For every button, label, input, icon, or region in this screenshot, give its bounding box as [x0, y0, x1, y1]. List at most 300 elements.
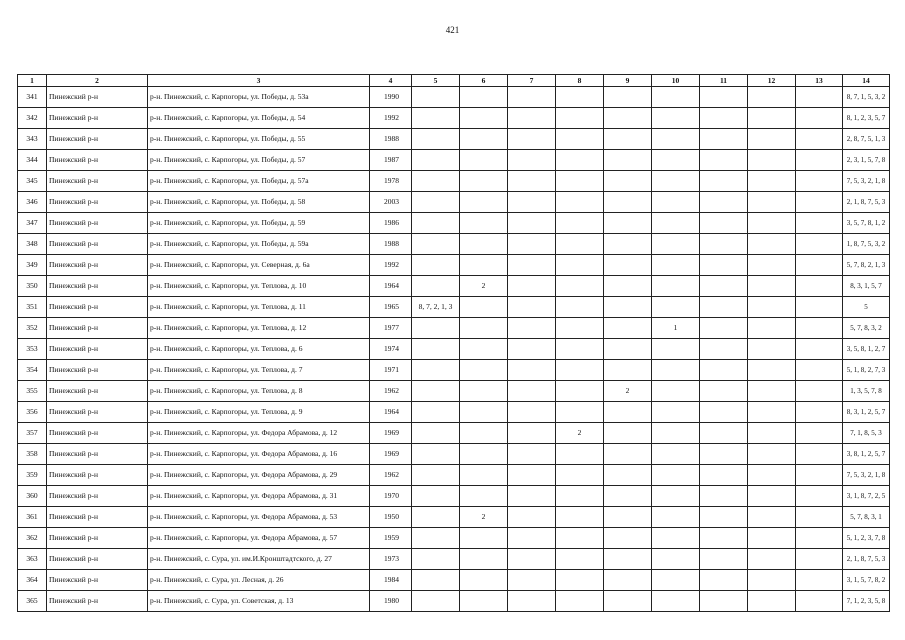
year-cell: 1959 — [370, 528, 412, 549]
col14-cell: 1, 3, 5, 7, 8 — [843, 381, 890, 402]
buildings-table — [17, 74, 890, 612]
col7-cell — [508, 465, 556, 486]
col12-cell — [748, 549, 796, 570]
col14-cell: 2, 1, 8, 7, 5, 3 — [843, 549, 890, 570]
table-row — [18, 423, 890, 444]
col13-cell — [796, 507, 843, 528]
table-row — [18, 255, 890, 276]
col8-cell — [556, 444, 604, 465]
col10-cell — [652, 465, 700, 486]
col12-cell — [748, 234, 796, 255]
col12-cell — [748, 570, 796, 591]
col5-cell — [412, 192, 460, 213]
district-cell: Пинежский р-н — [47, 276, 148, 297]
address-cell: р-н. Пинежский, с. Карпогоры, ул. Теплова, д. 6 — [148, 339, 370, 360]
col5-cell — [412, 591, 460, 612]
col13-cell — [796, 528, 843, 549]
col14-cell: 1, 8, 7, 5, 3, 2 — [843, 234, 890, 255]
col14-cell: 2, 1, 8, 7, 5, 3 — [843, 192, 890, 213]
col9-cell — [604, 465, 652, 486]
col8-cell — [556, 570, 604, 591]
address-cell: р-н. Пинежский, с. Карпогоры, ул. Федора Абрамова, д. 12 — [148, 423, 370, 444]
col11-cell — [700, 192, 748, 213]
col10-cell: 1 — [652, 318, 700, 339]
address-cell: р-н. Пинежский, с. Карпогоры, ул. Теплова, д. 10 — [148, 276, 370, 297]
col7-cell — [508, 108, 556, 129]
col10-cell — [652, 192, 700, 213]
year-cell: 1987 — [370, 150, 412, 171]
col8-cell — [556, 486, 604, 507]
row-number: 357 — [18, 423, 47, 444]
col5-cell — [412, 129, 460, 150]
address-cell: р-н. Пинежский, с. Карпогоры, ул. Федора Абрамова, д. 16 — [148, 444, 370, 465]
col10-cell — [652, 549, 700, 570]
col6-cell — [460, 297, 508, 318]
col9-cell — [604, 192, 652, 213]
col6-cell — [460, 192, 508, 213]
col12-cell — [748, 297, 796, 318]
col14-cell: 5, 7, 8, 2, 1, 3 — [843, 255, 890, 276]
col12-cell — [748, 255, 796, 276]
col6-cell — [460, 360, 508, 381]
district-cell: Пинежский р-н — [47, 234, 148, 255]
table-row — [18, 213, 890, 234]
col8-cell — [556, 318, 604, 339]
col13-cell — [796, 486, 843, 507]
row-number: 360 — [18, 486, 47, 507]
column-header-7: 7 — [508, 75, 556, 87]
col13-cell — [796, 213, 843, 234]
col12-cell — [748, 528, 796, 549]
table-row — [18, 318, 890, 339]
col5-cell — [412, 87, 460, 108]
address-cell: р-н. Пинежский, с. Карпогоры, ул. Северная, д. 6а — [148, 255, 370, 276]
col8-cell — [556, 150, 604, 171]
col10-cell — [652, 339, 700, 360]
year-cell: 2003 — [370, 192, 412, 213]
col13-cell — [796, 150, 843, 171]
col14-cell: 5, 1, 8, 2, 7, 3 — [843, 360, 890, 381]
address-cell: р-н. Пинежский, с. Карпогоры, ул. Федора Абрамова, д. 53 — [148, 507, 370, 528]
table-row — [18, 234, 890, 255]
table-row — [18, 171, 890, 192]
col13-cell — [796, 591, 843, 612]
col8-cell — [556, 87, 604, 108]
col8-cell — [556, 381, 604, 402]
col5-cell — [412, 486, 460, 507]
col8-cell — [556, 549, 604, 570]
district-cell: Пинежский р-н — [47, 507, 148, 528]
col13-cell — [796, 444, 843, 465]
col14-cell: 3, 1, 5, 7, 8, 2 — [843, 570, 890, 591]
col8-cell — [556, 171, 604, 192]
column-header-3: 3 — [148, 75, 370, 87]
col7-cell — [508, 423, 556, 444]
district-cell: Пинежский р-н — [47, 255, 148, 276]
col14-cell: 3, 5, 8, 1, 2, 7 — [843, 339, 890, 360]
col5-cell: 8, 7, 2, 1, 3 — [412, 297, 460, 318]
table-row — [18, 528, 890, 549]
row-number: 353 — [18, 339, 47, 360]
col13-cell — [796, 171, 843, 192]
col10-cell — [652, 129, 700, 150]
column-header-11: 11 — [700, 75, 748, 87]
col8-cell — [556, 339, 604, 360]
row-number: 361 — [18, 507, 47, 528]
year-cell: 1978 — [370, 171, 412, 192]
col9-cell — [604, 591, 652, 612]
district-cell: Пинежский р-н — [47, 465, 148, 486]
col9-cell — [604, 360, 652, 381]
col13-cell — [796, 549, 843, 570]
table-row — [18, 87, 890, 108]
col10-cell — [652, 486, 700, 507]
district-cell: Пинежский р-н — [47, 213, 148, 234]
col11-cell — [700, 339, 748, 360]
col10-cell — [652, 360, 700, 381]
col7-cell — [508, 402, 556, 423]
row-number: 352 — [18, 318, 47, 339]
district-cell: Пинежский р-н — [47, 297, 148, 318]
col9-cell — [604, 339, 652, 360]
col6-cell: 2 — [460, 507, 508, 528]
col7-cell — [508, 591, 556, 612]
col5-cell — [412, 318, 460, 339]
col14-cell: 8, 7, 1, 5, 3, 2 — [843, 87, 890, 108]
table-row — [18, 486, 890, 507]
col5-cell — [412, 465, 460, 486]
year-cell: 1969 — [370, 444, 412, 465]
col6-cell — [460, 318, 508, 339]
col10-cell — [652, 528, 700, 549]
col10-cell — [652, 297, 700, 318]
col14-cell: 8, 1, 2, 3, 5, 7 — [843, 108, 890, 129]
col14-cell: 7, 5, 3, 2, 1, 8 — [843, 465, 890, 486]
col11-cell — [700, 381, 748, 402]
row-number: 358 — [18, 444, 47, 465]
col5-cell — [412, 507, 460, 528]
col7-cell — [508, 234, 556, 255]
col10-cell — [652, 591, 700, 612]
col7-cell — [508, 87, 556, 108]
col8-cell — [556, 129, 604, 150]
district-cell: Пинежский р-н — [47, 360, 148, 381]
col9-cell — [604, 108, 652, 129]
col6-cell — [460, 108, 508, 129]
col9-cell — [604, 486, 652, 507]
col9-cell — [604, 297, 652, 318]
col11-cell — [700, 108, 748, 129]
col12-cell — [748, 276, 796, 297]
col7-cell — [508, 549, 556, 570]
row-number: 350 — [18, 276, 47, 297]
address-cell: р-н. Пинежский, с. Карпогоры, ул. Победы, д. 59 — [148, 213, 370, 234]
col7-cell — [508, 444, 556, 465]
col7-cell — [508, 129, 556, 150]
col12-cell — [748, 150, 796, 171]
col6-cell — [460, 339, 508, 360]
district-cell: Пинежский р-н — [47, 591, 148, 612]
col7-cell — [508, 381, 556, 402]
row-number: 356 — [18, 402, 47, 423]
col6-cell — [460, 171, 508, 192]
col11-cell — [700, 318, 748, 339]
table-row — [18, 297, 890, 318]
col13-cell — [796, 87, 843, 108]
col14-cell: 8, 3, 1, 5, 7 — [843, 276, 890, 297]
col5-cell — [412, 423, 460, 444]
col11-cell — [700, 150, 748, 171]
address-cell: р-н. Пинежский, с. Карпогоры, ул. Федора Абрамова, д. 57 — [148, 528, 370, 549]
col13-cell — [796, 570, 843, 591]
col6-cell — [460, 402, 508, 423]
table-row — [18, 549, 890, 570]
col12-cell — [748, 360, 796, 381]
year-cell: 1964 — [370, 276, 412, 297]
col8-cell — [556, 402, 604, 423]
col14-cell: 3, 8, 1, 2, 5, 7 — [843, 444, 890, 465]
col6-cell: 2 — [460, 276, 508, 297]
district-cell: Пинежский р-н — [47, 549, 148, 570]
address-cell: р-н. Пинежский, с. Карпогоры, ул. Федора Абрамова, д. 29 — [148, 465, 370, 486]
col11-cell — [700, 213, 748, 234]
address-cell: р-н. Пинежский, с. Карпогоры, ул. Теплова, д. 11 — [148, 297, 370, 318]
district-cell: Пинежский р-н — [47, 318, 148, 339]
address-cell: р-н. Пинежский, с. Карпогоры, ул. Победы, д. 57 — [148, 150, 370, 171]
col7-cell — [508, 255, 556, 276]
table-row — [18, 570, 890, 591]
col11-cell — [700, 465, 748, 486]
table-row — [18, 360, 890, 381]
col5-cell — [412, 570, 460, 591]
col9-cell — [604, 444, 652, 465]
col14-cell: 5, 7, 8, 3, 2 — [843, 318, 890, 339]
column-header-4: 4 — [370, 75, 412, 87]
row-number: 355 — [18, 381, 47, 402]
col9-cell — [604, 423, 652, 444]
col11-cell — [700, 444, 748, 465]
page-number: 421 — [445, 25, 460, 35]
col9-cell — [604, 129, 652, 150]
col12-cell — [748, 108, 796, 129]
col10-cell — [652, 234, 700, 255]
col13-cell — [796, 402, 843, 423]
year-cell: 1980 — [370, 591, 412, 612]
col11-cell — [700, 129, 748, 150]
col7-cell — [508, 360, 556, 381]
col9-cell — [604, 528, 652, 549]
row-number: 363 — [18, 549, 47, 570]
district-cell: Пинежский р-н — [47, 129, 148, 150]
district-cell: Пинежский р-н — [47, 150, 148, 171]
year-cell: 1977 — [370, 318, 412, 339]
col7-cell — [508, 570, 556, 591]
table-row — [18, 276, 890, 297]
col7-cell — [508, 297, 556, 318]
col13-cell — [796, 276, 843, 297]
row-number: 364 — [18, 570, 47, 591]
col6-cell — [460, 87, 508, 108]
row-number: 346 — [18, 192, 47, 213]
col13-cell — [796, 318, 843, 339]
year-cell: 1962 — [370, 465, 412, 486]
col8-cell — [556, 297, 604, 318]
table-row — [18, 108, 890, 129]
col14-cell: 5 — [843, 297, 890, 318]
col7-cell — [508, 213, 556, 234]
column-header-14: 14 — [843, 75, 890, 87]
col5-cell — [412, 255, 460, 276]
address-cell: р-н. Пинежский, с. Карпогоры, ул. Победы, д. 55 — [148, 129, 370, 150]
col9-cell — [604, 507, 652, 528]
table-row — [18, 192, 890, 213]
col13-cell — [796, 255, 843, 276]
row-number: 343 — [18, 129, 47, 150]
col14-cell: 2, 8, 7, 5, 1, 3 — [843, 129, 890, 150]
col12-cell — [748, 171, 796, 192]
col5-cell — [412, 528, 460, 549]
col10-cell — [652, 276, 700, 297]
col5-cell — [412, 213, 460, 234]
address-cell: р-н. Пинежский, с. Карпогоры, ул. Федора Абрамова, д. 31 — [148, 486, 370, 507]
table-row — [18, 507, 890, 528]
col11-cell — [700, 528, 748, 549]
column-header-8: 8 — [556, 75, 604, 87]
col12-cell — [748, 444, 796, 465]
year-cell: 1971 — [370, 360, 412, 381]
col12-cell — [748, 465, 796, 486]
col13-cell — [796, 129, 843, 150]
col6-cell — [460, 486, 508, 507]
col9-cell: 2 — [604, 381, 652, 402]
district-cell: Пинежский р-н — [47, 87, 148, 108]
col5-cell — [412, 360, 460, 381]
year-cell: 1974 — [370, 339, 412, 360]
col11-cell — [700, 591, 748, 612]
column-header-1: 1 — [18, 75, 47, 87]
district-cell: Пинежский р-н — [47, 570, 148, 591]
col12-cell — [748, 381, 796, 402]
col11-cell — [700, 171, 748, 192]
col14-cell: 7, 1, 8, 5, 3 — [843, 423, 890, 444]
col6-cell — [460, 444, 508, 465]
col6-cell — [460, 255, 508, 276]
col13-cell — [796, 108, 843, 129]
col6-cell — [460, 549, 508, 570]
col10-cell — [652, 108, 700, 129]
row-number: 359 — [18, 465, 47, 486]
col14-cell: 7, 5, 3, 2, 1, 8 — [843, 171, 890, 192]
col8-cell: 2 — [556, 423, 604, 444]
district-cell: Пинежский р-н — [47, 486, 148, 507]
row-number: 351 — [18, 297, 47, 318]
col5-cell — [412, 402, 460, 423]
col11-cell — [700, 297, 748, 318]
col11-cell — [700, 360, 748, 381]
col12-cell — [748, 87, 796, 108]
col11-cell — [700, 423, 748, 444]
col10-cell — [652, 87, 700, 108]
row-number: 348 — [18, 234, 47, 255]
col5-cell — [412, 444, 460, 465]
col7-cell — [508, 192, 556, 213]
col8-cell — [556, 192, 604, 213]
col13-cell — [796, 297, 843, 318]
col13-cell — [796, 381, 843, 402]
col11-cell — [700, 570, 748, 591]
col8-cell — [556, 528, 604, 549]
col5-cell — [412, 276, 460, 297]
col5-cell — [412, 234, 460, 255]
table-row — [18, 465, 890, 486]
year-cell: 1962 — [370, 381, 412, 402]
col8-cell — [556, 276, 604, 297]
col6-cell — [460, 465, 508, 486]
table-row — [18, 129, 890, 150]
row-number: 344 — [18, 150, 47, 171]
col10-cell — [652, 402, 700, 423]
col7-cell — [508, 150, 556, 171]
col12-cell — [748, 192, 796, 213]
district-cell: Пинежский р-н — [47, 381, 148, 402]
year-cell: 1973 — [370, 549, 412, 570]
col10-cell — [652, 381, 700, 402]
district-cell: Пинежский р-н — [47, 339, 148, 360]
row-number: 354 — [18, 360, 47, 381]
col6-cell — [460, 381, 508, 402]
col7-cell — [508, 507, 556, 528]
col6-cell — [460, 591, 508, 612]
col6-cell — [460, 150, 508, 171]
district-cell: Пинежский р-н — [47, 192, 148, 213]
col10-cell — [652, 507, 700, 528]
col10-cell — [652, 213, 700, 234]
year-cell: 1970 — [370, 486, 412, 507]
row-number: 345 — [18, 171, 47, 192]
col9-cell — [604, 570, 652, 591]
col8-cell — [556, 255, 604, 276]
col7-cell — [508, 528, 556, 549]
col14-cell: 5, 1, 2, 3, 7, 8 — [843, 528, 890, 549]
col12-cell — [748, 486, 796, 507]
col13-cell — [796, 234, 843, 255]
col9-cell — [604, 150, 652, 171]
column-header-13: 13 — [796, 75, 843, 87]
col8-cell — [556, 507, 604, 528]
col11-cell — [700, 402, 748, 423]
district-cell: Пинежский р-н — [47, 171, 148, 192]
year-cell: 1984 — [370, 570, 412, 591]
col10-cell — [652, 570, 700, 591]
district-cell: Пинежский р-н — [47, 444, 148, 465]
col14-cell: 8, 3, 1, 2, 5, 7 — [843, 402, 890, 423]
col13-cell — [796, 423, 843, 444]
col13-cell — [796, 192, 843, 213]
col11-cell — [700, 486, 748, 507]
district-cell: Пинежский р-н — [47, 402, 148, 423]
col13-cell — [796, 465, 843, 486]
col7-cell — [508, 339, 556, 360]
col12-cell — [748, 507, 796, 528]
col6-cell — [460, 570, 508, 591]
table-row — [18, 444, 890, 465]
col6-cell — [460, 423, 508, 444]
col9-cell — [604, 318, 652, 339]
col12-cell — [748, 402, 796, 423]
col12-cell — [748, 213, 796, 234]
district-cell: Пинежский р-н — [47, 423, 148, 444]
col9-cell — [604, 213, 652, 234]
